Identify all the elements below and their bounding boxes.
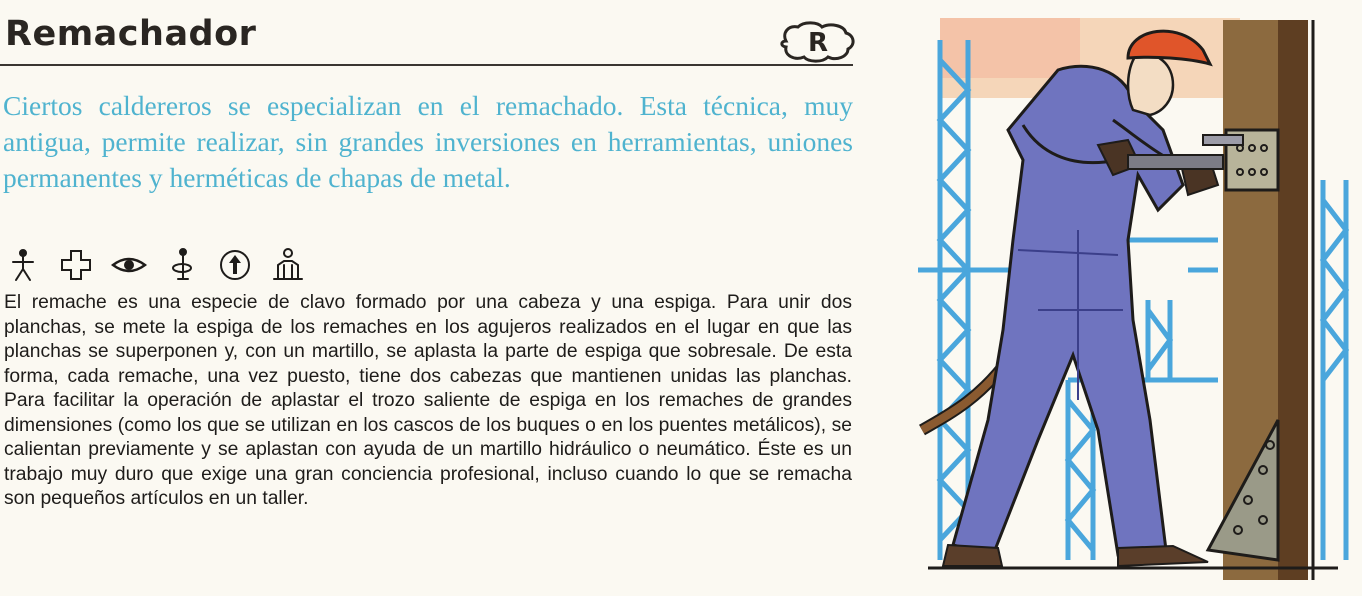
person-ring-icon bbox=[164, 247, 200, 283]
riveter-illustration bbox=[918, 0, 1362, 596]
people-group-icon bbox=[270, 247, 306, 283]
person-icon bbox=[5, 247, 41, 283]
page-title: Remachador bbox=[5, 14, 257, 54]
cross-icon bbox=[58, 247, 94, 283]
circle-arrow-up-icon bbox=[217, 247, 253, 283]
eye-icon bbox=[111, 247, 147, 283]
icon-row bbox=[5, 246, 325, 284]
title-divider bbox=[0, 64, 853, 66]
intro-paragraph: Ciertos caldereros se especializan en el remachado. Esta técnica, muy antigua, permite realizar, sin grandes inversiones en herramientas, uniones permanentes y herméticas de chapas de metal. bbox=[3, 90, 853, 193]
badge-letter: R bbox=[807, 28, 829, 58]
body-paragraph: El remache es una especie de clavo formado por una cabeza y una espiga. Para unir dos planchas, se mete la espiga de los remaches en los agujeros realizados en el lugar en que las planchas se superponen y, con un martillo, se aplasta la parte de espiga que sobresale. De esta forma, cada remache, una vez puesto, tiene dos cabezas que mantienen unidas las planchas. Para facilitar la operación de aplastar el trozo saliente de espiga en los remaches de grandes dimensiones (como los que se utilizan en los cascos de los buques o en los puentes metálicos), se calientan previamente y se aplastan con ayuda de un martillo hidráulico o neumático. Éste es un trabajo muy duro que exige una gran conciencia profesional, incluso cuando lo que se remacha son pequeños artículos en un taller. bbox=[4, 292, 852, 509]
r-badge-icon bbox=[778, 19, 858, 63]
